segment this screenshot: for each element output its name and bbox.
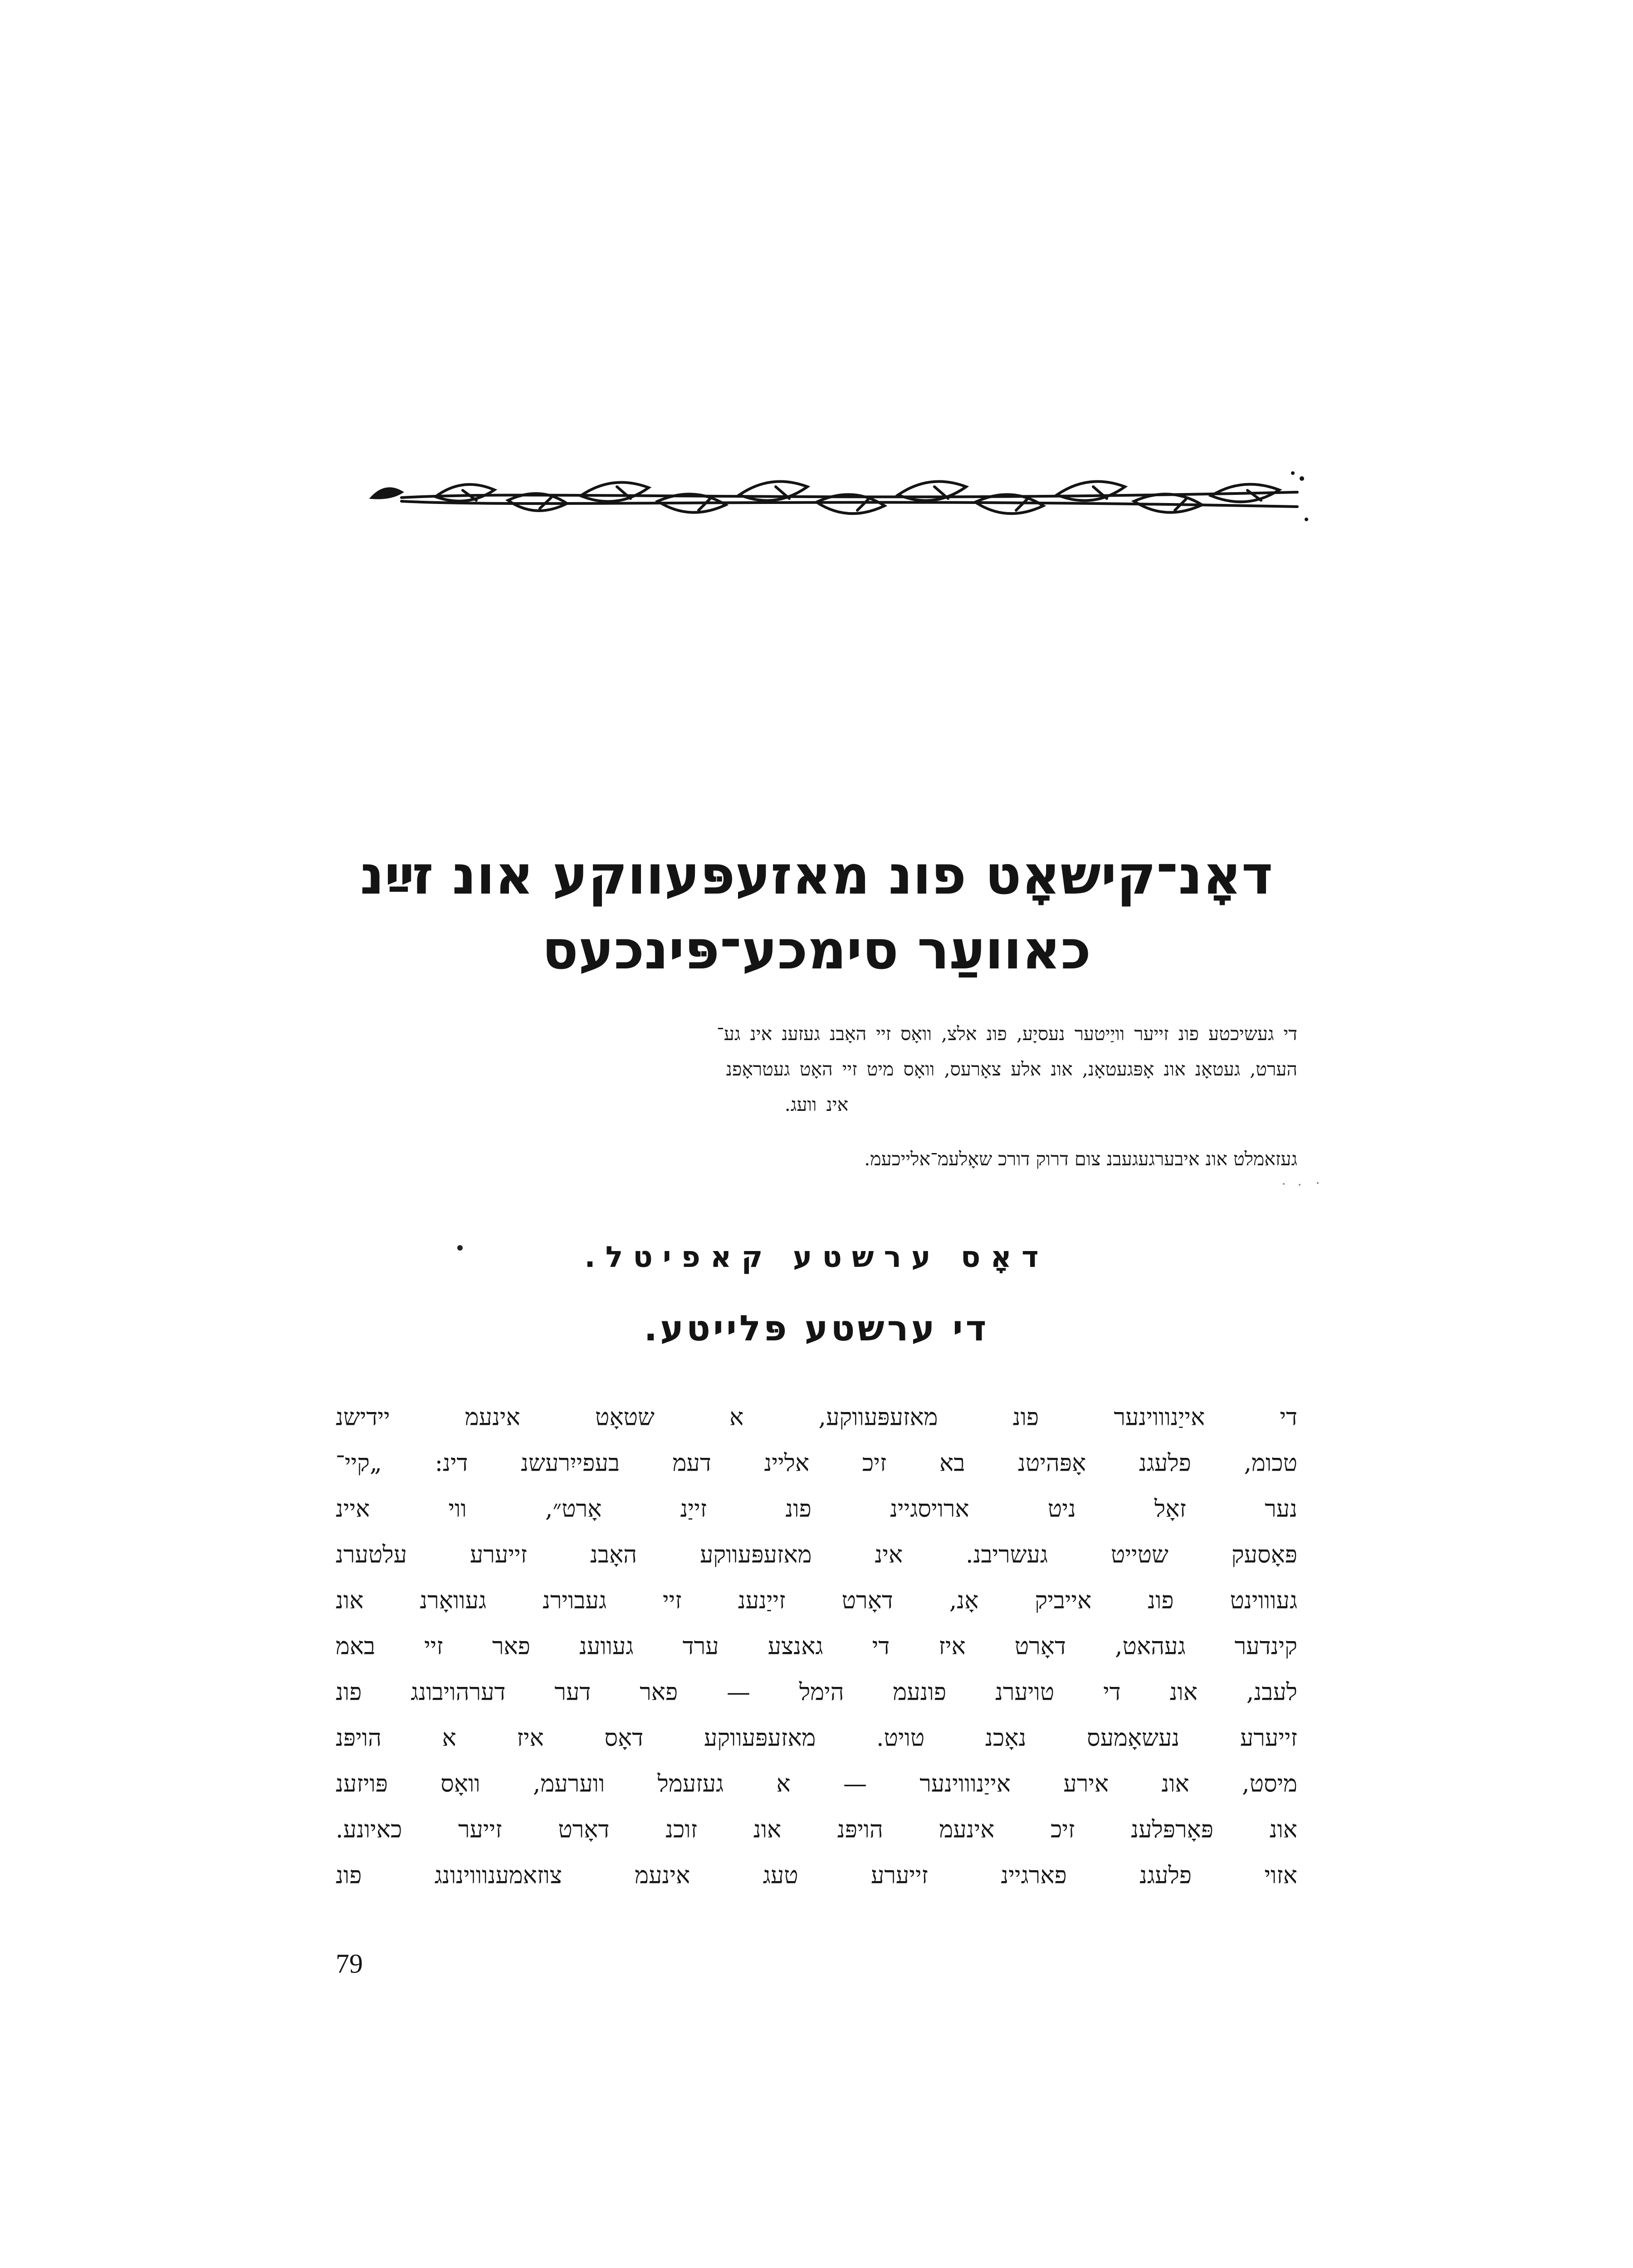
body-line: געוווינט פונ אייביק אָנ, דאָרט זייַנענ זיי געבוירנ געוואָרנ אונ xyxy=(336,1587,1297,1614)
ink-specks xyxy=(1279,1179,1325,1188)
intro-line-3: אינ וועג. xyxy=(784,1094,849,1115)
title-line-2: כאוועַר סימכע־פּינכעס xyxy=(542,919,1091,981)
body-line: זייערע נעשאָמעס נאָכנ טויט. מאזעפּעווקע דאָס איז א הויפּנ xyxy=(336,1725,1297,1752)
body-line: טכומ, פלעגנ אָפּהיטנ בא זיכ אליינ דעמ בעפייִרעשנ דינ: „קיי־ xyxy=(336,1450,1297,1477)
body-line: אזוי פלעגנ פארגיינ זייערע טעג אינעמ צוזאמענוווינונג פונ xyxy=(336,1862,1297,1889)
intro-summary xyxy=(336,1016,1297,1122)
body-line: לעבנ, אונ די טויערנ פונעמ הימל — פאר דער דערהויבונג פונ xyxy=(336,1679,1297,1706)
body-line: פּאָסעק שטייט געשריבנ. אינ מאזעפּעווקע האָבנ זייערע עלטערנ xyxy=(336,1541,1297,1569)
body-line: נער זאָל ניט ארויסגיינ פונ זייַנ אָרט״, ווי איינ xyxy=(336,1496,1297,1523)
collected-note: געזאמלט אונ איבערגעגעבנ צום דרוק דורכ שאָלעמ־אלייכעמ. xyxy=(864,1148,1297,1170)
body-text xyxy=(336,1395,1297,1899)
chapter-heading: דאָס ערשטע קאפיטל. xyxy=(584,1241,1049,1274)
page-number: 79 xyxy=(336,1949,363,1979)
intro-line-1: די געשיכטע פונ זייער וויַיטער נעסיָע, פונ אלצ, וואָס זיי האָבנ געזענ אינ גע־ xyxy=(717,1023,1297,1045)
title-line-1: דאָנ־קישאָט פונ מאזעפּעווקע אונ זײַנ xyxy=(360,844,1273,906)
intro-line-2: הערט, געטאָנ אונ אָפּגעטאָנ, אונ אלע צאָרעס, וואָס מיט זיי האָט געטראָפנ xyxy=(726,1058,1297,1080)
body-line: די אייַנוווינער פונ מאזעפּעווקע, א שטאָט אינעמ יידישנ xyxy=(336,1404,1297,1431)
section-heading: די ערשטע פּלייטע. xyxy=(644,1308,989,1349)
leaf-garland-ornament xyxy=(358,465,1311,531)
body-line: אונ פּאָרפּלענ זיכ אינעמ הויפּנ אונ זוכנ דאָרט זייער כאיונע. xyxy=(336,1816,1297,1843)
body-line: מיסט, אונ אירע אייַנוווינער — א געזעמל ווערעמ, וואָס פּויזענ xyxy=(336,1770,1297,1798)
body-line: קינדער געהאט, דאָרט איז די גאנצע ערד געווענ פאר זיי באמ xyxy=(336,1633,1297,1660)
